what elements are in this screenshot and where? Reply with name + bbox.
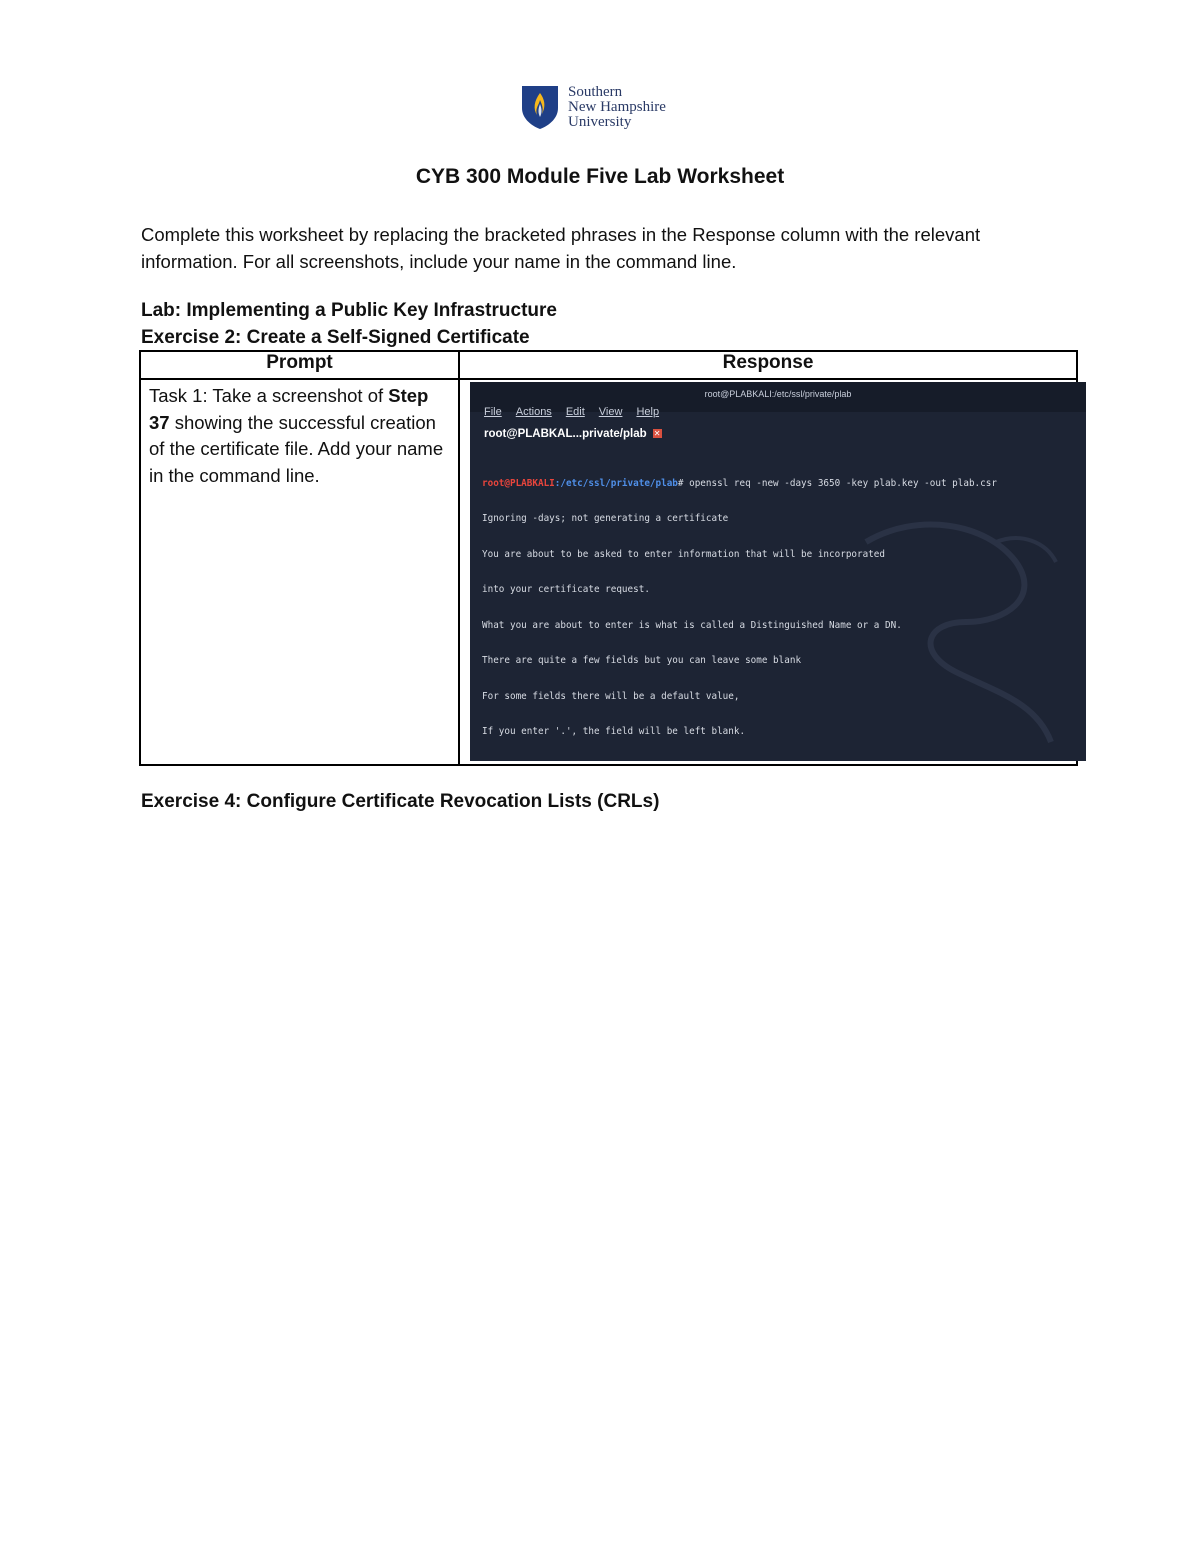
task-1-step: Step 37 [149,385,429,433]
worksheet-table [139,350,1078,766]
document-title: CYB 300 Module Five Lab Worksheet [415,165,785,188]
exercise-2-heading: Exercise 2: Create a Self-Signed Certificate [141,327,530,348]
terminal-line: For some fields there will be a default value, [482,690,740,702]
terminal-tab-label: root@PLABKAL...private/plab [484,428,647,440]
task-1-text-b: showing the successful creation of the certificate file. Add your name in the command line. [149,411,444,486]
terminal-menubar [484,406,673,418]
task-1-response [459,379,1077,765]
terminal-tab [484,428,662,440]
menu-actions: Actions [515,406,552,418]
task-1-prompt [140,379,459,765]
menu-edit: Edit [565,406,585,418]
terminal-line: If you enter '.', the field will be left blank. [482,726,746,738]
response-column-header: Response [459,351,1077,379]
snhu-logo [520,84,666,130]
terminal-line [482,478,1080,490]
prompt-user: root@PLABKALI [482,477,555,489]
task-1-text-a: Task 1: Take a screenshot of [149,385,389,406]
terminal-window-title: root@PLABKALI:/etc/ssl/private/plab [704,389,852,399]
logo-line-2: New Hampshire [568,98,666,115]
terminal-screenshot [470,382,1086,761]
logo-wordmark [568,85,666,130]
table-row [140,379,1077,765]
menu-view: View [598,406,623,418]
terminal-output [482,454,1080,761]
prompt-column-header: Prompt [140,351,459,379]
table-header-row [140,351,1077,379]
terminal-line: You are about to be asked to enter information that will be incorporated [482,548,885,560]
logo-line-3: University [568,113,632,130]
intro-paragraph: Complete this worksheet by replacing the bracketed phrases in the Response column with the relevant information. For all screenshots, include your name in the command line. [141,224,981,272]
lab-heading: Lab: Implementing a Public Key Infrastructure [141,300,557,321]
prompt-path: :/etc/ssl/private/plab [554,477,678,489]
close-icon: ✕ [653,429,661,439]
snhu-shield-flame-icon [520,84,560,130]
terminal-line: into your certificate request. [482,584,650,596]
terminal-line: Ignoring -days; not generating a certificate [482,513,729,525]
menu-help: Help [636,406,660,418]
command-line-1: # openssl req -new -days 3650 -key plab.key -out plab.csr [677,477,997,489]
terminal-line: What you are about to enter is what is called a Distinguished Name or a DN. [482,619,902,631]
terminal-line: There are quite a few fields but you can leave some blank [482,655,802,667]
exercise-4-heading: Exercise 4: Configure Certificate Revocation Lists (CRLs) [141,791,660,812]
logo-line-1: Southern [568,83,623,100]
menu-file: File [484,406,502,418]
